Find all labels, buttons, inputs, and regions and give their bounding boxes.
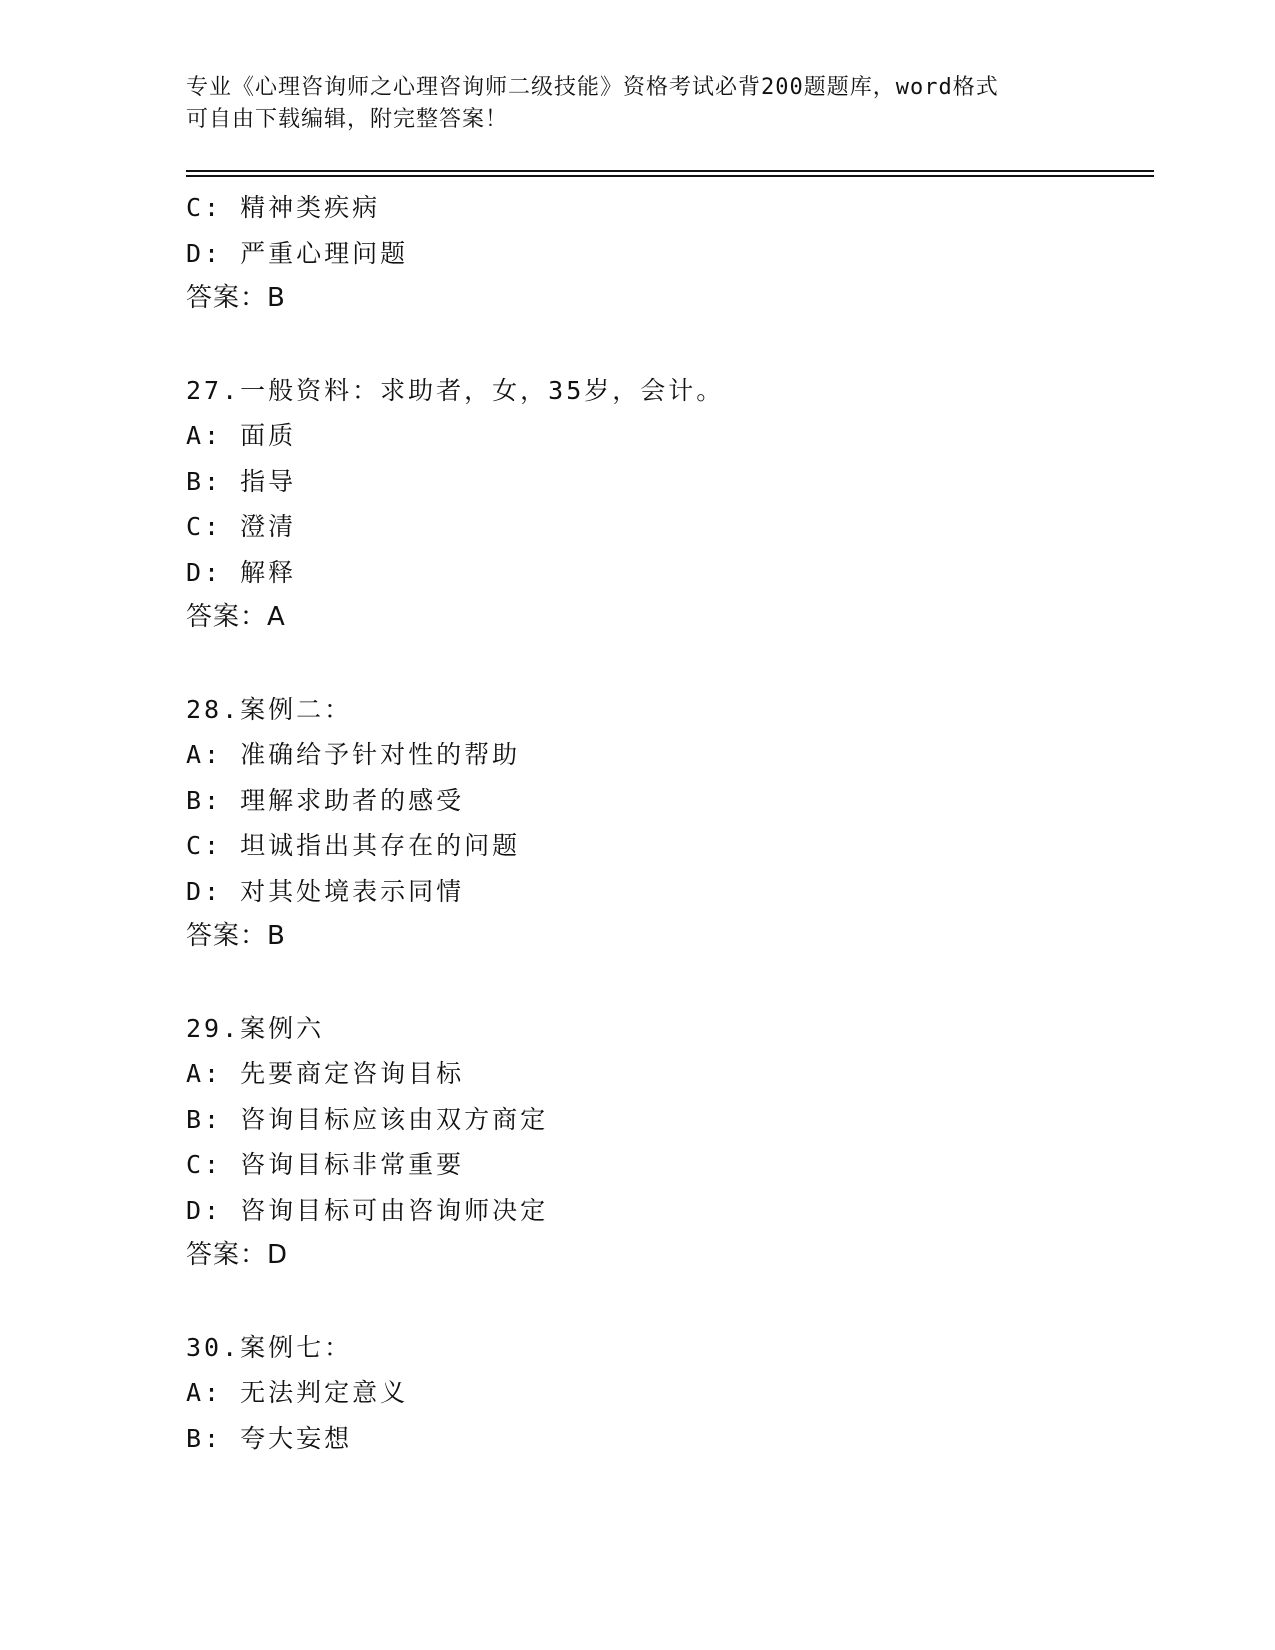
option-line: A: 面质: [186, 421, 297, 450]
option-line: C: 澄清: [186, 512, 297, 541]
answer-line: 答案：B: [186, 921, 286, 951]
question-content: [186, 185, 1154, 1461]
header-line-2: 可自由下载编辑，附完整答案！: [186, 107, 509, 132]
option-line: B: 理解求助者的感受: [186, 785, 465, 815]
question-line: 28.案例二：: [186, 694, 353, 724]
option-line: D: 对其处境表示同情: [186, 876, 465, 906]
header-rule-bottom: [186, 175, 1154, 177]
spacer: [186, 1279, 1154, 1325]
option-line: C: 精神类疾病: [186, 193, 381, 222]
question-line: 29.案例六: [186, 1013, 325, 1043]
option-line: A: 无法判定意义: [186, 1378, 409, 1407]
option-line: D: 严重心理问题: [186, 238, 409, 268]
spacer: [186, 960, 1154, 1006]
option-line: C: 坦诚指出其存在的问题: [186, 831, 521, 860]
header-line-1: 专业《心理咨询师之心理咨询师二级技能》资格考试必背200题题库，word格式: [186, 75, 999, 100]
header-rule-top: [186, 170, 1154, 172]
option-line: D: 咨询目标可由咨询师决定: [186, 1195, 549, 1225]
option-line: A: 准确给予针对性的帮助: [186, 740, 521, 769]
answer-line: 答案：D: [186, 1240, 289, 1270]
option-line: B: 指导: [186, 466, 297, 496]
answer-line: 答案：B: [186, 283, 286, 313]
option-line: B: 夸大妄想: [186, 1423, 353, 1453]
spacer: [186, 322, 1154, 368]
option-line: A: 先要商定咨询目标: [186, 1059, 465, 1088]
option-line: C: 咨询目标非常重要: [186, 1150, 465, 1179]
option-line: B: 咨询目标应该由双方商定: [186, 1104, 549, 1134]
option-line: D: 解释: [186, 557, 297, 587]
question-line: 30.案例七：: [186, 1332, 353, 1362]
answer-line: 答案：A: [186, 602, 286, 632]
document-header: [186, 72, 1066, 136]
question-line: 27.一般资料：求助者，女，35岁，会计。: [186, 375, 725, 405]
spacer: [186, 641, 1154, 687]
